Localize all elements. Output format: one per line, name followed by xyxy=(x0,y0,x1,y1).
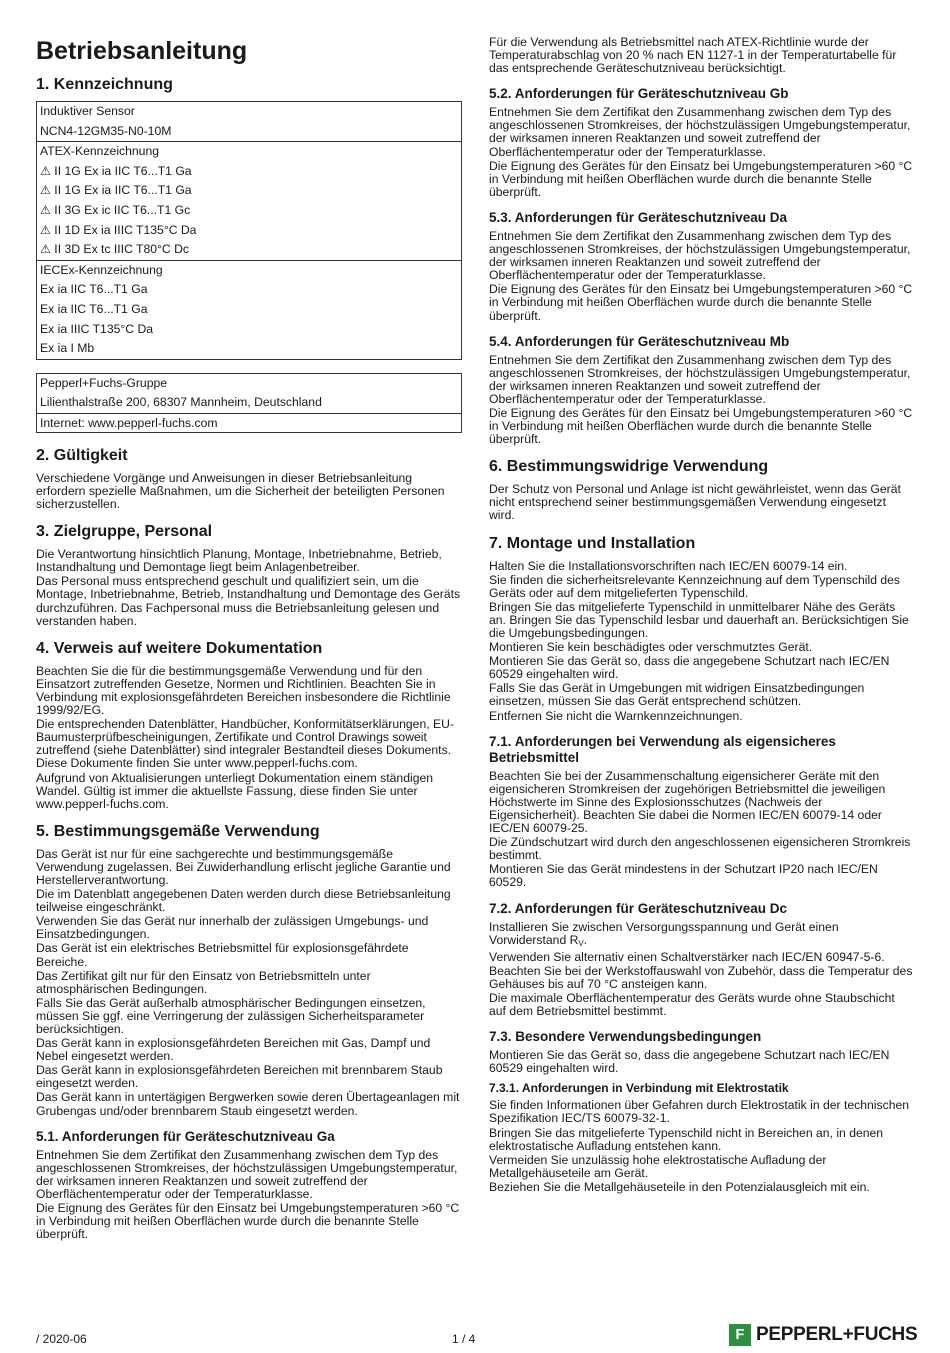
section-da xyxy=(489,210,913,323)
paragraph: Die im Datenblatt angegebenen Daten werden durch diese Betriebsanleitung teilweise eingeschränkt. xyxy=(36,887,451,915)
marking-table xyxy=(36,101,462,360)
paragraph: Beachten Sie bei der Zusammenschaltung eigensicherer Geräte mit den eigensicheren Stromkreisen der zugehörigen Betriebsmittel die jeweiligen Höchstwerte im Sinne des Explosionsschutzes (Nachweis der Eigensicherheit). Beachten Sie dabei die Normen IEC/EN 60079-14 oder IEC/EN 60079-25. xyxy=(489,768,886,836)
paragraph: Die entsprechenden Datenblätter, Handbücher, Konformitätserklärungen, EU-Baumusterprüfbescheinigungen, Zertifikate und Control Drawings soweit zutreffend (siehe Datenblätter) sind integraler Bestandteil dieses Dokuments. Diese Dokumente finden Sie unter www.pepperl-fuchs.com. xyxy=(36,717,455,771)
table-row: ⚠ II 1G Ex ia IIC T6...T1 Ga xyxy=(40,163,192,178)
paragraph: Das Gerät ist nur für eine sachgerechte und bestimmungsgemäße Verwendung zugelassen. Bei Zuwiderhandlung erlischt jegliche Garantie und Herstellerverantwortung. xyxy=(36,846,451,887)
paragraph: Der Schutz von Personal und Anlage ist nicht gewährleistet, wenn das Gerät nicht entsprechend seiner bestimmungsgemäßen Verwendung eingesetzt wird. xyxy=(489,482,901,523)
text-run: Installieren Sie zwischen Versorgungsspannung und Gerät einen Vorwiderstand R xyxy=(489,919,839,947)
paragraph: Die Verantwortung hinsichtlich Planung, Montage, Inbetriebnahme, Betrieb, Instandhaltung und Demontage liegt beim Anlagenbetreiber. xyxy=(36,547,442,575)
paragraph: Die Zündschutzart wird durch den angeschlossenen eigensicheren Stromkreis bestimmt. xyxy=(489,835,911,863)
subscript: V xyxy=(578,938,584,948)
subsection-heading: 5.2. Anforderungen für Geräteschutzniveau Gb xyxy=(489,86,789,102)
table-row: IECEx-Kennzeichnung xyxy=(40,262,163,277)
section-atex-note xyxy=(489,36,913,75)
table-row: Ex ia IIC T6...T1 Ga xyxy=(40,301,148,316)
table-row: Pepperl+Fuchs-Gruppe xyxy=(40,375,168,390)
section-heading: 1. Kennzeichnung xyxy=(36,76,173,93)
paragraph: Für die Verwendung als Betriebsmittel nach ATEX-Richtlinie wurde der Temperaturabschlag von 20 % nach EN 1127-1 in der Temperaturtabelle für das entsprechende Geräteschutzniveau berücksichtigt. xyxy=(489,35,897,76)
section-gueltigkeit xyxy=(36,446,462,511)
table-row: Induktiver Sensor xyxy=(40,104,135,118)
table-row: Lilienthalstraße 200, 68307 Mannheim, Deutschland xyxy=(40,395,322,410)
paragraph: Entfernen Sie nicht die Warnkennzeichnungen. xyxy=(489,708,743,723)
subsection-heading: 7.2. Anforderungen für Geräteschutzniveau Dc xyxy=(489,900,788,916)
section-gb xyxy=(489,86,913,199)
section-dc xyxy=(489,901,913,1019)
section-heading: 4. Verweis auf weitere Dokumentation xyxy=(36,639,323,657)
logo-text: PEPPERL+FUCHS xyxy=(756,1324,918,1345)
internet-group xyxy=(37,413,461,432)
subsubsection-heading: 7.3.1. Anforderungen in Verbindung mit Elektrostatik xyxy=(489,1081,789,1096)
paragraph: Beachten Sie bei der Werkstoffauswahl von Zubehör, dass die Temperatur des Gehäuses bis auf 70 °C ansteigen kann. xyxy=(489,963,913,991)
paragraph: Das Personal muss entsprechend geschult und qualifiziert sein, um die Montage, Inbetriebnahme, Betrieb, Instandhaltung und Demontage des Geräts durchzuführen. Das Fachpersonal muss die Betriebsanleitung gelesen und verstanden haben. xyxy=(36,574,461,628)
footer-date: / 2020-06 xyxy=(36,1332,87,1346)
page-title: Betriebsanleitung xyxy=(36,37,248,65)
subsection-heading: 7.1. Anforderungen bei Verwendung als eigensicheres Betriebsmittel xyxy=(489,733,836,765)
paragraph: Das Gerät ist ein elektrisches Betriebsmittel für explosionsgefährdete Bereiche. xyxy=(36,941,409,969)
paragraph xyxy=(489,921,913,950)
brand-logo xyxy=(729,1324,917,1346)
paragraph: Verschiedene Vorgänge und Anweisungen in dieser Betriebsanleitung erfordern spezielle Maßnahmen, um die Sicherheit der beteiligten Personen sicherzustellen. xyxy=(36,470,445,512)
section-zielgruppe xyxy=(36,522,462,628)
section-kennzeichnung xyxy=(36,75,462,433)
table-row: Ex ia IIIC T135°C Da xyxy=(40,321,154,336)
paragraph: Die Eignung des Gerätes für den Einsatz bei Umgebungstemperaturen >60 °C in Verbindung mit heißen Oberflächen wurde durch die benannte Stelle überprüft. xyxy=(36,1201,460,1242)
table-row: Ex ia I Mb xyxy=(40,341,95,356)
section-bestimmungsgemaess xyxy=(36,822,462,1118)
atex-group xyxy=(37,141,461,260)
paragraph: Montieren Sie das Gerät mindestens in der Schutzart IP20 nach IEC/EN 60529. xyxy=(489,862,878,890)
section-eigensicher xyxy=(489,734,913,890)
table-row: Internet: www.pepperl-fuchs.com xyxy=(40,415,218,430)
paragraph: Bringen Sie das mitgelieferte Typenschild in unmittelbarer Nähe des Geräts an. Bringen Sie das Typenschild lesbar und dauerhaft an. Berücksichtigen Sie die Umgebungsbedingungen. xyxy=(489,599,909,640)
left-column xyxy=(36,36,462,1252)
table-row: ATEX-Kennzeichnung xyxy=(40,144,160,159)
paragraph: Montieren Sie kein beschädigtes oder verschmutztes Gerät. xyxy=(489,640,813,655)
paragraph: Das Gerät kann in explosionsgefährdeten Bereichen mit Gas, Dampf und Nebel eingesetzt werden. xyxy=(36,1036,431,1064)
logo-mark-icon: F xyxy=(729,1324,751,1346)
paragraph: Die Eignung des Gerätes für den Einsatz bei Umgebungstemperaturen >60 °C in Verbindung mit heißen Oberflächen wurde durch die benannte Stelle überprüft. xyxy=(489,282,913,323)
section-montage xyxy=(489,534,913,723)
section-besondere xyxy=(489,1029,913,1194)
paragraph: Sie finden Informationen über Gefahren durch Elektrostatik in der technischen Spezifikation IEC/TS 60079-32-1. xyxy=(489,1098,910,1126)
manufacturer-table xyxy=(36,373,462,433)
paragraph: Entnehmen Sie dem Zertifikat den Zusammenhang zwischen dem Typ des angeschlossenen Stromkreises, der höchstzulässigen Umgebungstemperatur, der wirksamen inneren Reaktanzen und soweit zutreffend der Oberflächentemperatur oder der Temperaturklasse. xyxy=(36,1147,458,1201)
section-bestimmungswidrig xyxy=(489,457,913,522)
subsection-heading: 5.3. Anforderungen für Geräteschutzniveau Da xyxy=(489,209,788,225)
section-heading: 2. Gültigkeit xyxy=(36,446,128,464)
address-group xyxy=(37,374,461,413)
section-heading: 6. Bestimmungswidrige Verwendung xyxy=(489,458,769,476)
paragraph: Montieren Sie das Gerät so, dass die angegebene Schutzart nach IEC/EN 60529 eingehalten wird. xyxy=(489,1048,890,1076)
paragraph: Falls Sie das Gerät außerhalb atmosphärischer Bedingungen einsetzen, müssen Sie ggf. eine Verringerung der zulässigen Sicherheitsparameter berücksichtigen. xyxy=(36,995,426,1036)
table-row: ⚠ II 3G Ex ic IIC T6...T1 Gc xyxy=(40,202,191,217)
section-mb xyxy=(489,334,913,447)
section-ga xyxy=(36,1129,462,1242)
paragraph: Die Eignung des Gerätes für den Einsatz bei Umgebungstemperaturen >60 °C in Verbindung mit heißen Oberflächen wurde durch die benannte Stelle überprüft. xyxy=(489,158,913,199)
table-row: NCN4-12GM35-N0-10M xyxy=(40,123,172,138)
section-heading: 3. Zielgruppe, Personal xyxy=(36,523,213,541)
paragraph: Vermeiden Sie unzulässig hohe elektrostatische Aufladung der Metallgehäuseteile am Gerät. xyxy=(489,1152,827,1180)
iecex-group xyxy=(37,260,461,359)
subsection-heading: 5.4. Anforderungen für Geräteschutzniveau Mb xyxy=(489,333,790,349)
section-heading: 7. Montage und Installation xyxy=(489,534,696,552)
section-heading: 5. Bestimmungsgemäße Verwendung xyxy=(36,822,320,840)
table-row: Ex ia IIC T6...T1 Ga xyxy=(40,282,148,297)
section-dokumentation xyxy=(36,639,462,811)
paragraph: Das Gerät kann in untertägigen Bergwerken sowie deren Übertageanlagen mit Grubengas und/oder brennbarem Staub eingesetzt werden. xyxy=(36,1090,460,1118)
paragraph: Halten Sie die Installationsvorschriften nach IEC/EN 60079-14 ein. xyxy=(489,558,848,573)
paragraph: Entnehmen Sie dem Zertifikat den Zusammenhang zwischen dem Typ des angeschlossenen Stromkreises, der höchstzulässigen Umgebungstemperatur, der wirksamen inneren Reaktanzen und soweit zutreffend der Oberflächentemperatur oder der Temperaturklasse. xyxy=(489,352,911,406)
paragraph: Bringen Sie das mitgelieferte Typenschild nicht in Bereichen an, in denen elektrostatische Aufladung entstehen kann. xyxy=(489,1125,884,1153)
right-column xyxy=(489,36,913,1205)
paragraph: Beachten Sie die für die bestimmungsgemäße Verwendung und für den Einsatzort zutreffenden Gesetze, Normen und Richtlinien. Beachten Sie in Verbindung mit explosionsgefährdeten Bereichen insbesondere die Richtlinie 1999/92/EG. xyxy=(36,663,451,718)
paragraph: Beziehen Sie die Metallgehäuseteile in den Potenzialausgleich mit ein. xyxy=(489,1179,870,1194)
subsection-heading: 5.1. Anforderungen für Geräteschutzniveau Ga xyxy=(36,1128,335,1144)
paragraph: Verwenden Sie alternativ einen Schaltverstärker nach IEC/EN 60947-5-6. xyxy=(489,949,885,964)
paragraph: Falls Sie das Gerät in Umgebungen mit widrigen Einsatzbedingungen einsetzen, müssen Sie das Gerät entsprechend schützen. xyxy=(489,681,865,709)
paragraph: Entnehmen Sie dem Zertifikat den Zusammenhang zwischen dem Typ des angeschlossenen Stromkreises, der höchstzulässigen Umgebungstemperatur, der wirksamen inneren Reaktanzen und soweit zutreffend der Oberflächentemperatur oder der Temperaturklasse. xyxy=(489,228,911,283)
subsection-heading: 7.3. Besondere Verwendungsbedingungen xyxy=(489,1029,762,1045)
paragraph: Sie finden die sicherheitsrelevante Kennzeichnung auf dem Typenschild des Geräts oder auf dem mitgelieferten Typenschild. xyxy=(489,572,901,600)
paragraph: Aufgrund von Aktualisierungen unterliegt Dokumentation einem ständigen Wandel. Gültig ist immer die aktuellste Fassung, diese finden Sie unter www.pepperl-fuchs.com. xyxy=(36,770,434,811)
sensor-group xyxy=(37,102,461,141)
paragraph: Verwenden Sie das Gerät nur innerhalb der zulässigen Umgebungs- und Einsatzbedingungen. xyxy=(36,914,429,942)
table-row: ⚠ II 1D Ex ia IIIC T135°C Da xyxy=(40,222,197,237)
table-row: ⚠ II 1G Ex ia IIC T6...T1 Ga xyxy=(40,183,192,198)
paragraph: Das Zertifikat gilt nur für den Einsatz von Betriebsmitteln unter atmosphärischen Bedingungen. xyxy=(36,968,371,996)
paragraph: Entnehmen Sie dem Zertifikat den Zusammenhang zwischen dem Typ des angeschlossenen Stromkreises, der höchstzulässigen Umgebungstemperatur, der wirksamen inneren Reaktanzen und soweit zutreffend der Oberflächentemperatur oder der Temperaturklasse. xyxy=(489,105,911,159)
paragraph: Das Gerät kann in explosionsgefährdeten Bereichen mit brennbarem Staub eingesetzt werden. xyxy=(36,1063,443,1091)
text-run: . xyxy=(583,932,588,947)
table-row: ⚠ II 3D Ex tc IIIC T80°C Dc xyxy=(40,242,189,257)
paragraph: Die Eignung des Gerätes für den Einsatz bei Umgebungstemperaturen >60 °C in Verbindung mit heißen Oberflächen wurde durch die benannte Stelle überprüft. xyxy=(489,405,913,447)
paragraph: Montieren Sie das Gerät so, dass die angegebene Schutzart nach IEC/EN 60529 eingehalten wird. xyxy=(489,654,890,682)
page-number: 1 / 4 xyxy=(452,1332,476,1346)
paragraph: Die maximale Oberflächentemperatur des Geräts wurde ohne Staubschicht auf dem Betriebsmittel bestimmt. xyxy=(489,990,895,1019)
